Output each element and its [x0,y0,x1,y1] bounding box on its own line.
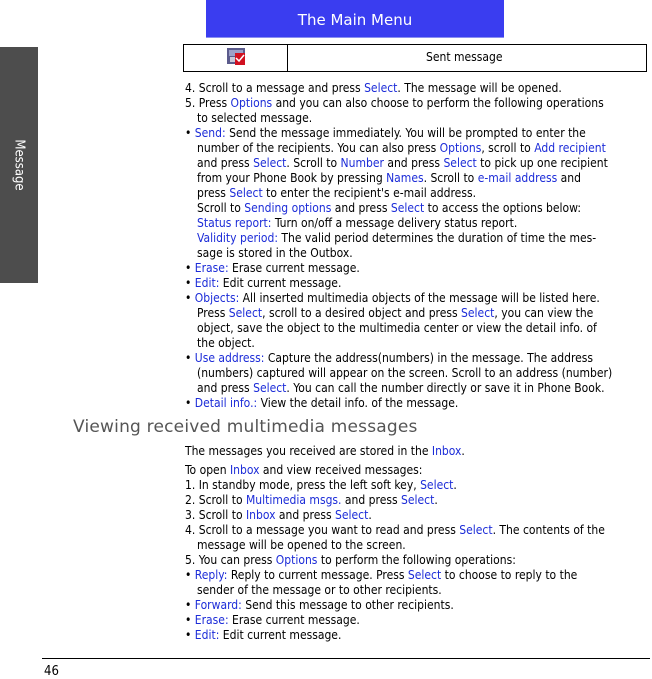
text-segment: . [453,478,457,492]
text-segment: (numbers) captured will appear on the screen. Scroll to an address (number) [197,366,613,380]
rich-line [185,463,651,478]
menu-term-link: Select [390,201,425,215]
text-segment: sage is stored in the Outbox. [197,246,353,260]
menu-term-link: Select [401,493,435,507]
rich-line [185,508,651,523]
menu-term-link: Options [439,141,482,155]
rich-line [185,553,651,568]
menu-term-link: Status report: [197,216,272,230]
text-segment: to perform the following operations: [317,553,516,567]
text-segment: and press [197,381,254,395]
menu-term-link: Select [420,478,454,492]
text-segment: object, save the object to the multimedia center or view the detail info. of [197,321,597,335]
rich-line [185,351,651,366]
page-header-tab [206,0,504,38]
menu-term-link: e-mail address [477,171,558,185]
sent-message-label: Sent message [288,45,647,72]
text-segment: and view received messages: [259,463,423,477]
text-segment: • [185,351,195,365]
text-segment: • [185,628,195,642]
text-segment: 2. Scroll to [185,493,246,507]
rich-line [185,366,651,381]
text-segment: to pick up one recipient [476,156,608,170]
text-segment: Press [197,306,229,320]
text-segment: The messages you received are stored in the [185,444,432,458]
rich-line [185,156,651,171]
rich-line [185,171,651,186]
menu-term-link: Use address: [194,351,265,365]
menu-term-link: Select [407,568,442,582]
rich-line [185,216,651,231]
text-segment: , you can view the [494,306,594,320]
text-segment: and press [275,508,336,522]
text-segment: 5. Press [185,96,231,110]
rich-line [185,321,651,336]
menu-term-link: Edit: [194,276,220,290]
rich-line [185,141,651,156]
sent-message-icon [223,45,249,67]
menu-term-link: Forward: [194,598,242,612]
menu-term-link: Inbox [431,444,462,458]
text-segment: . The message will be opened. [397,81,562,95]
menu-term-link: Erase: [194,261,229,275]
menu-term-link: Select [335,508,369,522]
menu-term-link: Reply: [194,568,228,582]
rich-line [185,396,651,411]
text-segment: Send the message immediately. You will be prompted to enter the [225,126,586,140]
text-segment: to enter the recipient's e-mail address. [262,186,476,200]
text-segment: All inserted multimedia objects of the message will be listed here. [239,291,600,305]
text-segment: • [185,276,195,290]
menu-term-link: Select [229,186,263,200]
rich-line [185,306,651,321]
rich-line [185,96,651,111]
side-section-tab [0,47,38,283]
text-segment: , scroll to a desired object and press [262,306,462,320]
menu-term-link: Number [340,156,384,170]
received-section [185,444,651,643]
menu-term-link: Select [228,306,263,320]
text-segment: message will be opened to the screen. [197,538,406,552]
text-segment: and [557,171,581,185]
rich-line [185,568,651,583]
text-segment: . [461,444,465,458]
text-segment: and press [341,493,402,507]
rich-line [185,201,651,216]
menu-term-link: Erase: [194,613,229,627]
text-segment: number of the recipients. You can also press [197,141,440,155]
menu-term-link: Validity period: [197,231,278,245]
text-segment: and press [383,156,444,170]
rich-line [185,276,651,291]
rich-line [185,381,651,396]
menu-term-link: Select [459,523,493,537]
text-segment: Turn on/off a message delivery status report. [271,216,518,230]
rich-line [185,493,651,508]
rich-line [185,478,651,493]
text-segment: to choose to reply to the [441,568,578,582]
text-segment: 5. You can press [185,553,276,567]
menu-term-link: Add recipient [534,141,606,155]
text-segment: and press [331,201,391,215]
rich-line [185,231,651,246]
sent-options-list [185,81,651,411]
rich-line [185,186,651,201]
rich-line [185,628,651,643]
text-segment: Edit current message. [219,628,342,642]
rich-line [185,523,651,538]
text-segment: the object. [197,336,255,350]
text-segment: Edit current message. [219,276,342,290]
text-segment: Scroll to [197,201,245,215]
footer-divider [42,658,650,659]
rich-line [185,583,651,598]
text-segment: , scroll to [481,141,535,155]
rich-line [185,111,651,126]
text-segment: . Scroll to [286,156,341,170]
menu-term-link: Select [253,381,287,395]
rich-line [185,261,651,276]
text-segment: View the detail info. of the message. [257,396,459,410]
text-segment: to access the options below: [424,201,581,215]
page-number: 46 [44,664,59,679]
sent-message-table [183,44,647,72]
menu-term-link: Detail info.: [194,396,258,410]
menu-term-link: Objects: [194,291,240,305]
text-segment: and press [197,156,254,170]
menu-term-link: Options [230,96,273,110]
text-segment: sender of the message or to other recipients. [197,583,442,597]
text-segment: Reply to current message. Press [227,568,408,582]
menu-term-link: Sending options [244,201,332,215]
rich-line [185,81,651,96]
side-tab-label: Message [11,139,27,191]
text-segment: Capture the address(numbers) in the message. The address [264,351,594,365]
text-segment: • [185,568,195,582]
menu-term-link: Inbox [245,508,276,522]
text-segment: . You can call the number directly or save it in Phone Book. [286,381,605,395]
menu-term-link: Names [386,171,424,185]
menu-term-link: Send: [194,126,226,140]
text-segment: . [368,508,372,522]
text-segment: . Scroll to [423,171,478,185]
text-segment: 4. Scroll to a message and press [185,81,365,95]
menu-term-link: Select [253,156,287,170]
text-segment: To open [185,463,230,477]
rich-line [185,126,651,141]
rich-line [185,598,651,613]
rich-line [185,246,651,261]
text-segment: 3. Scroll to [185,508,246,522]
text-segment: • [185,613,195,627]
text-segment: The valid period determines the duration of time the mes- [278,231,597,245]
text-segment: . The contents of the [492,523,605,537]
text-segment: • [185,598,195,612]
text-segment: from your Phone Book by pressing [197,171,387,185]
menu-term-link: Options [275,553,318,567]
menu-term-link: Multimedia msgs. [245,493,342,507]
icon-cell [184,45,288,72]
text-segment: and you can also choose to perform the following operations [272,96,604,110]
rich-line [185,613,651,628]
text-segment: Erase current message. [228,261,360,275]
text-segment: • [185,126,195,140]
text-segment: to selected message. [197,111,313,125]
text-segment: Send this message to other recipients. [241,598,454,612]
rich-line [185,336,651,351]
text-segment: . [434,493,438,507]
rich-line [185,444,651,459]
section-heading: Viewing received multimedia messages [73,417,418,437]
text-segment: • [185,396,195,410]
text-segment: 1. In standby mode, press the left soft key, [185,478,421,492]
rich-line [185,538,651,553]
text-segment: • [185,261,195,275]
text-segment: 4. Scroll to a message you want to read and press [185,523,460,537]
menu-term-link: Edit: [194,628,220,642]
page-header-title: The Main Menu [297,11,413,29]
menu-term-link: Select [443,156,477,170]
text-segment: press [197,186,230,200]
text-segment: • [185,291,195,305]
menu-term-link: Select [364,81,398,95]
text-segment: Erase current message. [228,613,360,627]
menu-term-link: Inbox [229,463,260,477]
rich-line [185,291,651,306]
menu-term-link: Select [461,306,495,320]
